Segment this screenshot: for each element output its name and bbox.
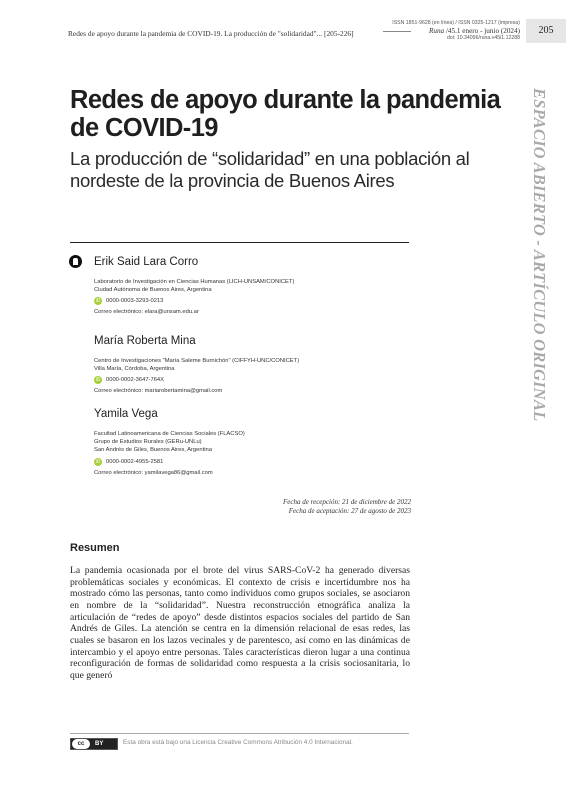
author-block [70,408,490,476]
abstract-text: La pandemia ocasionada por el brote del virus SARS-CoV-2 ha generado diversas problemáticas sociales y económicas. El contexto de crisis e incertidumbre nos ha mostrado cómo las personas, tanto como individuos como grupos sociales, se asociaron en nombre de la “solidaridad”. Nuestra reconstrucción etnográfica analiza la articulación de “redes de apoyo” desde distintos espacios sociales del partido de San Andrés de Giles. La atención se centra en la dimensión relacional de esas redes, las cuales se basaron en los lazos vecinales y de parentesco, así como en las dinámicas de intercambio y el apoyo entre personas. Tales características dieron lugar a una continua reconfiguración de formas de solidaridad como respuesta a la crisis sociosanitaria, lo que generó [70,565,410,681]
accepted-date: Fecha de aceptación: 27 de agosto de 2023 [288,507,411,515]
by-label: BY [95,741,104,747]
author-name: Erik Said Lara Corro [94,256,199,268]
cc-icon: cc [72,739,90,749]
page-number: 205 [526,19,566,43]
journal-name: Runa [428,26,445,35]
orcid-icon: iD [95,298,101,305]
footer-divider [70,733,409,734]
running-header: Redes de apoyo durante la pandemia de COVID-19. La producción de "solidaridad"... [205-226] [68,29,354,38]
author-block [70,335,490,394]
orcid-icon: iD [95,377,101,384]
author-email[interactable]: Correo electrónico: elara@unsam.edu.ar [94,309,199,316]
issn: ISSN 1851-9628 (en línea) / ISSN 0325-1217 (impresa) [392,20,520,26]
orcid-link[interactable]: iD 0000-0002-4955-2581 [95,458,164,465]
author-affiliation: Centro de Investigaciones "María Saleme Burnichón" (CIFFYH-UNC/CONICET) Villa María, Córdoba, Argentina [94,358,300,373]
doi: doi: 10.34096/runa.v45i1.12288 [447,35,520,42]
received-date: Fecha de recepción: 21 de diciembre de 2022 [283,498,411,506]
author-name: María Roberta Mina [94,335,196,347]
cc-license-badge[interactable] [70,738,118,750]
title-rule [70,242,409,243]
orcid-link[interactable]: iD 0000-0002-3647-764X [95,377,165,384]
author-email[interactable]: Correo electrónico: yamilavega86@gmail.com [94,469,213,476]
journal-info [392,20,520,43]
license-text[interactable]: Esta obra está bajo una Licencia Creative Commons Atribución 4.0 Internacional. [123,739,353,746]
author-name: Yamila Vega [94,408,158,420]
article-dates [283,498,411,516]
author-affiliation: Laboratorio de Investigación en Ciencias Humanas (LICH-UNSAM/CONICET) Ciudad Autónoma de Buenos Aires, Argentina [94,279,295,294]
author-block [70,256,490,315]
article-subtitle: La producción de “solidaridad” en una población al nordeste de la provincia de Buenos Aires [70,148,470,191]
abstract-heading: Resumen [70,542,120,554]
author-email[interactable]: Correo electrónico: mariarobertamina@gmail.com [94,388,223,395]
orcid-icon: iD [95,458,101,465]
journal-volume [392,28,520,36]
volume: /45.1 enero - junio (2024) [445,26,520,35]
article-title: Redes de apoyo durante la pandemia de COVID-19 [70,86,501,142]
orcid-link[interactable]: iD 0000-0003-3293-0213 [95,298,164,305]
author-affiliation: Facultad Latinoamericana de Ciencias Sociales (FLACSO) Grupo de Estudios Rurales (GERu-UNLu) San Andrés de Giles, Buenos Aires, Argentina [94,431,245,454]
section-label: ESPACIO ABIERTO - ARTÍCULO ORIGINAL [530,88,549,422]
